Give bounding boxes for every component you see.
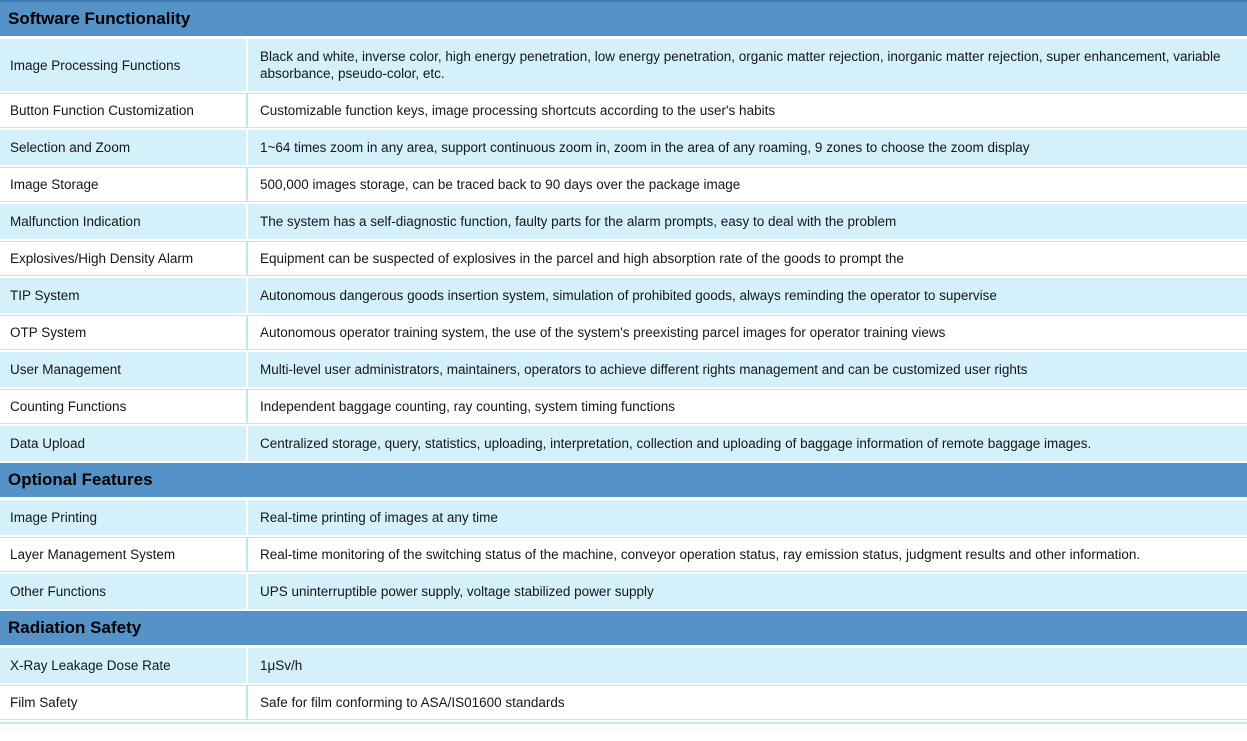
row-label: User Management: [0, 352, 248, 387]
row-value: Equipment can be suspected of explosives in the parcel and high absorption rate of the goods to prompt the: [260, 251, 904, 266]
row-value: Multi-level user administrators, maintainers, operators to achieve different rights management and can be customized user rights: [260, 362, 1028, 377]
row-label: Image Storage: [0, 167, 248, 202]
row-value: Real-time monitoring of the switching status of the machine, conveyor operation status, ray emission status, judgment results and other information.: [260, 547, 1141, 562]
table-row: [0, 424, 1247, 461]
table-row: [0, 535, 1247, 572]
table-row: [0, 91, 1247, 128]
row-value-cell: [248, 352, 1247, 387]
table-row: [0, 128, 1247, 165]
table-bottom-border: [0, 722, 1247, 724]
row-label: Film Safety: [0, 685, 248, 720]
table-row: [0, 498, 1247, 535]
row-label: TIP System: [0, 278, 248, 313]
section-header: Software Functionality: [0, 0, 1247, 37]
row-value-cell: [248, 426, 1247, 461]
row-value: 1μSv/h: [260, 658, 303, 673]
table-row: [0, 572, 1247, 609]
row-label: Malfunction Indication: [0, 204, 248, 239]
row-value: Autonomous dangerous goods insertion system, simulation of prohibited goods, always reminding the operator to supervise: [260, 288, 997, 303]
row-label: Image Processing Functions: [0, 39, 248, 91]
table-row: [0, 387, 1247, 424]
row-label: Selection and Zoom: [0, 130, 248, 165]
row-value-cell: [248, 204, 1247, 239]
row-value: Centralized storage, query, statistics, uploading, interpretation, collection and uploading of baggage information of remote baggage images.: [260, 436, 1092, 451]
row-label: Button Function Customization: [0, 93, 248, 128]
row-value-cell: [248, 130, 1247, 165]
row-label: X-Ray Leakage Dose Rate: [0, 648, 248, 683]
table-row: [0, 646, 1247, 683]
row-value-cell: [248, 574, 1247, 609]
row-value: 500,000 images storage, can be traced back to 90 days over the package image: [260, 177, 741, 192]
table-row: [0, 313, 1247, 350]
table-row: [0, 350, 1247, 387]
row-label: OTP System: [0, 315, 248, 350]
row-value-cell: [248, 39, 1247, 91]
table-row: [0, 276, 1247, 313]
row-value-cell: [248, 648, 1247, 683]
table-row: [0, 202, 1247, 239]
row-value: Customizable function keys, image processing shortcuts according to the user's habits: [260, 103, 776, 118]
row-label: Image Printing: [0, 500, 248, 535]
table-row: [0, 37, 1247, 91]
row-label: Counting Functions: [0, 389, 248, 424]
row-value: Autonomous operator training system, the use of the system's preexisting parcel images for operator training views: [260, 325, 946, 340]
row-label: Data Upload: [0, 426, 248, 461]
row-value-cell: [248, 167, 1247, 202]
table-row: [0, 239, 1247, 276]
row-label: Other Functions: [0, 574, 248, 609]
row-value-cell: [248, 278, 1247, 313]
section-header: Radiation Safety: [0, 609, 1247, 646]
row-value-cell: [248, 389, 1247, 424]
row-value-cell: [248, 685, 1247, 720]
row-value: Independent baggage counting, ray counting, system timing functions: [260, 399, 676, 414]
row-value-cell: [248, 93, 1247, 128]
section-header: Optional Features: [0, 461, 1247, 498]
table-row: [0, 683, 1247, 720]
row-label: Explosives/High Density Alarm: [0, 241, 248, 276]
row-value-cell: [248, 500, 1247, 535]
table-row: [0, 165, 1247, 202]
row-value: Real-time printing of images at any time: [260, 510, 498, 525]
row-value: The system has a self-diagnostic function, faulty parts for the alarm prompts, easy to deal with the problem: [260, 214, 897, 229]
row-value: Safe for film conforming to ASA/IS01600 standards: [260, 695, 565, 710]
row-label: Layer Management System: [0, 537, 248, 572]
row-value: Black and white, inverse color, high energy penetration, low energy penetration, organic matter rejection, inorganic matter rejection, super enhancement, variable absorbance, pseudo-color, etc.: [260, 49, 1221, 81]
row-value: 1~64 times zoom in any area, support continuous zoom in, zoom in the area of any roaming, 9 zones to choose the zoom display: [260, 140, 1030, 155]
row-value-cell: [248, 241, 1247, 276]
row-value: UPS uninterruptible power supply, voltage stabilized power supply: [260, 584, 654, 599]
row-value-cell: [248, 537, 1247, 572]
row-value-cell: [248, 315, 1247, 350]
